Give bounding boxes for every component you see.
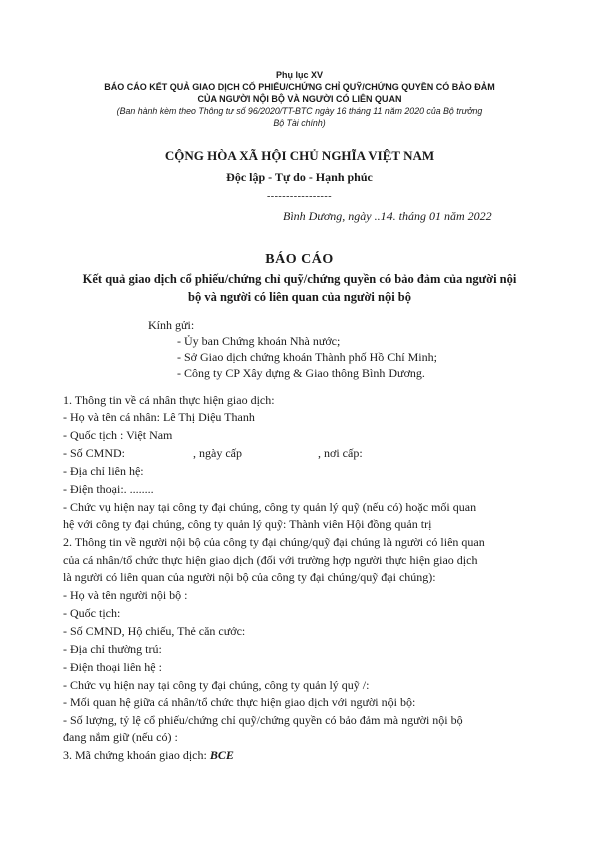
issue-place-label: , nơi cấp: [318,446,363,460]
insider-id-label: - Số CMND, Hộ chiếu, Thẻ căn cước: [63,624,246,638]
recipients-label: Kính gửi: [148,318,195,332]
place-date-prefix: Bình Dương, ngày .. [283,209,381,223]
id-card-label: - Số CMND: [63,446,126,460]
place-date-day: 14 [380,209,393,223]
insider-phone-label: - Điện thoại liên hệ : [63,660,162,674]
person-name-value: Lê Thị Diệu Thanh [162,410,255,424]
issued-note-line-1: (Ban hành kèm theo Thông tư số 96/2020/TT-BTC ngày 16 tháng 11 năm 2020 của Bộ trưởng [116,106,483,116]
recipient-item: - Ủy ban Chứng khoán Nhà nước; [177,334,341,348]
section-2-heading-line-2: của cá nhân/tổ chức thực hiện giao dịch (đối với trường hợp người thực hiện giao dịch [63,553,478,567]
place-date-suffix: . tháng 01 năm 2022 [392,209,492,223]
phone-label: - Điện thoại:. [63,482,127,496]
position-label: hệ với công ty đại chúng, công ty quản lý quỹ: [63,517,287,531]
contact-address-label: - Địa chỉ liên hệ: [63,464,144,478]
place-date [283,209,492,224]
security-code-label: 3. Mã chứng khoán giao dịch: [63,748,207,762]
recipient-item: - Sở Giao dịch chứng khoán Thành phố Hồ Chí Minh; [177,350,437,364]
phone-row [63,482,154,497]
report-subtitle-line-2: bộ và người có liên quan của người nội bộ [188,290,411,304]
person-name-row [63,410,255,425]
header-title-line-2: CỦA NGƯỜI NỘI BỘ VÀ NGƯỜI CÓ LIÊN QUAN [197,94,402,104]
section-2-heading-line-1: 2. Thông tin về người nội bộ của công ty đại chúng/quỹ đại chúng là người có liên quan [63,535,485,549]
insider-relationship-label: - Mối quan hệ giữa cá nhân/tổ chức thực hiện giao dịch với người nội bộ: [63,695,416,709]
nationality-row [63,428,172,443]
nationality-label: - Quốc tịch : [63,428,124,442]
position-line-2 [63,517,431,532]
insider-position-label: - Chức vụ hiện nay tại công ty đại chúng, công ty quản lý quỹ /: [63,678,370,692]
phone-value: ........ [129,482,154,496]
report-title: BÁO CÁO [265,252,334,267]
insider-nationality-label: - Quốc tịch: [63,606,121,620]
position-line-1: - Chức vụ hiện nay tại công ty đại chúng, công ty quản lý quỹ (nếu có) hoặc mối quan [63,500,477,514]
section-2-heading-line-3: là người có liên quan của người nội bộ của công ty đại chúng/quỹ đại chúng): [63,570,436,584]
recipient-item: - Công ty CP Xây dựng & Giao thông Bình Dương. [177,366,425,380]
section-1-heading: 1. Thông tin về cá nhân thực hiện giao dịch: [63,393,275,407]
insider-holdings-line-1: - Số lượng, tỷ lệ cổ phiếu/chứng chỉ quỹ/chứng quyền có bảo đảm mà người nội bộ [63,713,463,727]
position-value: Thành viên Hội đồng quản trị [289,517,432,531]
insider-holdings-line-2: đang nắm giữ (nếu có) : [63,730,178,744]
issued-note-line-2: Bộ Tài chính) [273,118,326,128]
nationality-value: Việt Nam [126,428,173,442]
issue-date-label: , ngày cấp [193,446,242,460]
insider-name-label: - Họ và tên người nội bộ : [63,588,188,602]
security-code-value: BCE [209,748,234,762]
report-subtitle-line-1: Kết quả giao dịch cổ phiếu/chứng chỉ quỹ/chứng quyền có bảo đảm của người nội [82,272,517,286]
appendix-label: Phụ lục XV [275,70,323,80]
national-motto: Độc lập - Tự do - Hạnh phúc [226,170,373,184]
motto-divider: ----------------- [266,191,333,202]
insider-address-label: - Địa chỉ thường trú: [63,642,162,656]
security-code-row [63,748,234,763]
person-name-label: - Họ và tên cá nhân: [63,410,160,424]
header-title-line-1: BÁO CÁO KẾT QUẢ GIAO DỊCH CỔ PHIẾU/CHỨNG CHỈ QUỸ/CHỨNG QUYỀN CÓ BẢO ĐẢM [104,82,495,92]
national-name: CỘNG HÒA XÃ HỘI CHỦ NGHĨA VIỆT NAM [164,148,435,163]
